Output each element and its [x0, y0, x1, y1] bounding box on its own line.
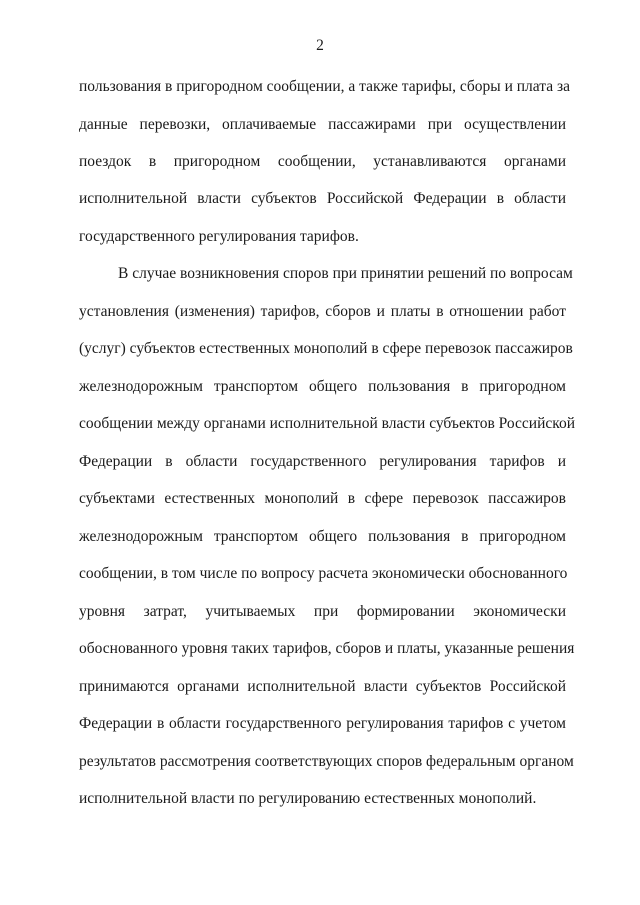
paragraph-2-line-5: сообщении между органами исполнительной власти субъектов Российской — [79, 415, 576, 432]
paragraph-2-line-2: установления (изменения) тарифов, сборов и платы в отношении работ — [79, 303, 566, 320]
paragraph-2-line-15: исполнительной власти по регулированию естественных монополий. — [79, 790, 537, 807]
paragraph-1-line-3: поездок в пригородном сообщении, устанавливаются органами — [79, 153, 566, 170]
paragraph-2-line-1: В случае возникновения споров при принятии решений по вопросам — [118, 265, 573, 282]
paragraph-2-line-12: принимаются органами исполнительной власти субъектов Российской — [79, 678, 566, 695]
paragraph-1-line-4: исполнительной власти субъектов Российской Федерации в области — [79, 190, 566, 207]
paragraph-1-line-2: данные перевозки, оплачиваемые пассажирами при осуществлении — [79, 116, 566, 133]
paragraph-1-line-1: пользования в пригородном сообщении, а также тарифы, сборы и плата за — [79, 78, 570, 95]
paragraph-2-line-8: железнодорожным транспортом общего пользования в пригородном — [79, 528, 566, 545]
paragraph-2-line-13: Федерации в области государственного регулирования тарифов с учетом — [79, 715, 566, 732]
paragraph-1-line-5: государственного регулирования тарифов. — [79, 228, 359, 245]
paragraph-2-line-3: (услуг) субъектов естественных монополий в сфере перевозок пассажиров — [79, 340, 573, 357]
paragraph-2-line-14: результатов рассмотрения соответствующих споров федеральным органом — [79, 753, 574, 770]
paragraph-2-line-6: Федерации в области государственного регулирования тарифов и — [79, 453, 566, 470]
paragraph-2-line-11: обоснованного уровня таких тарифов, сборов и платы, указанные решения — [79, 640, 575, 657]
paragraph-2-line-4: железнодорожным транспортом общего пользования в пригородном — [79, 378, 566, 395]
paragraph-2-line-10: уровня затрат, учитываемых при формировании экономически — [79, 603, 566, 620]
page-number: 2 — [316, 37, 324, 54]
paragraph-2-line-7: субъектами естественных монополий в сфере перевозок пассажиров — [79, 490, 566, 507]
paragraph-2-line-9: сообщении, в том числе по вопросу расчета экономически обоснованного — [79, 565, 568, 582]
